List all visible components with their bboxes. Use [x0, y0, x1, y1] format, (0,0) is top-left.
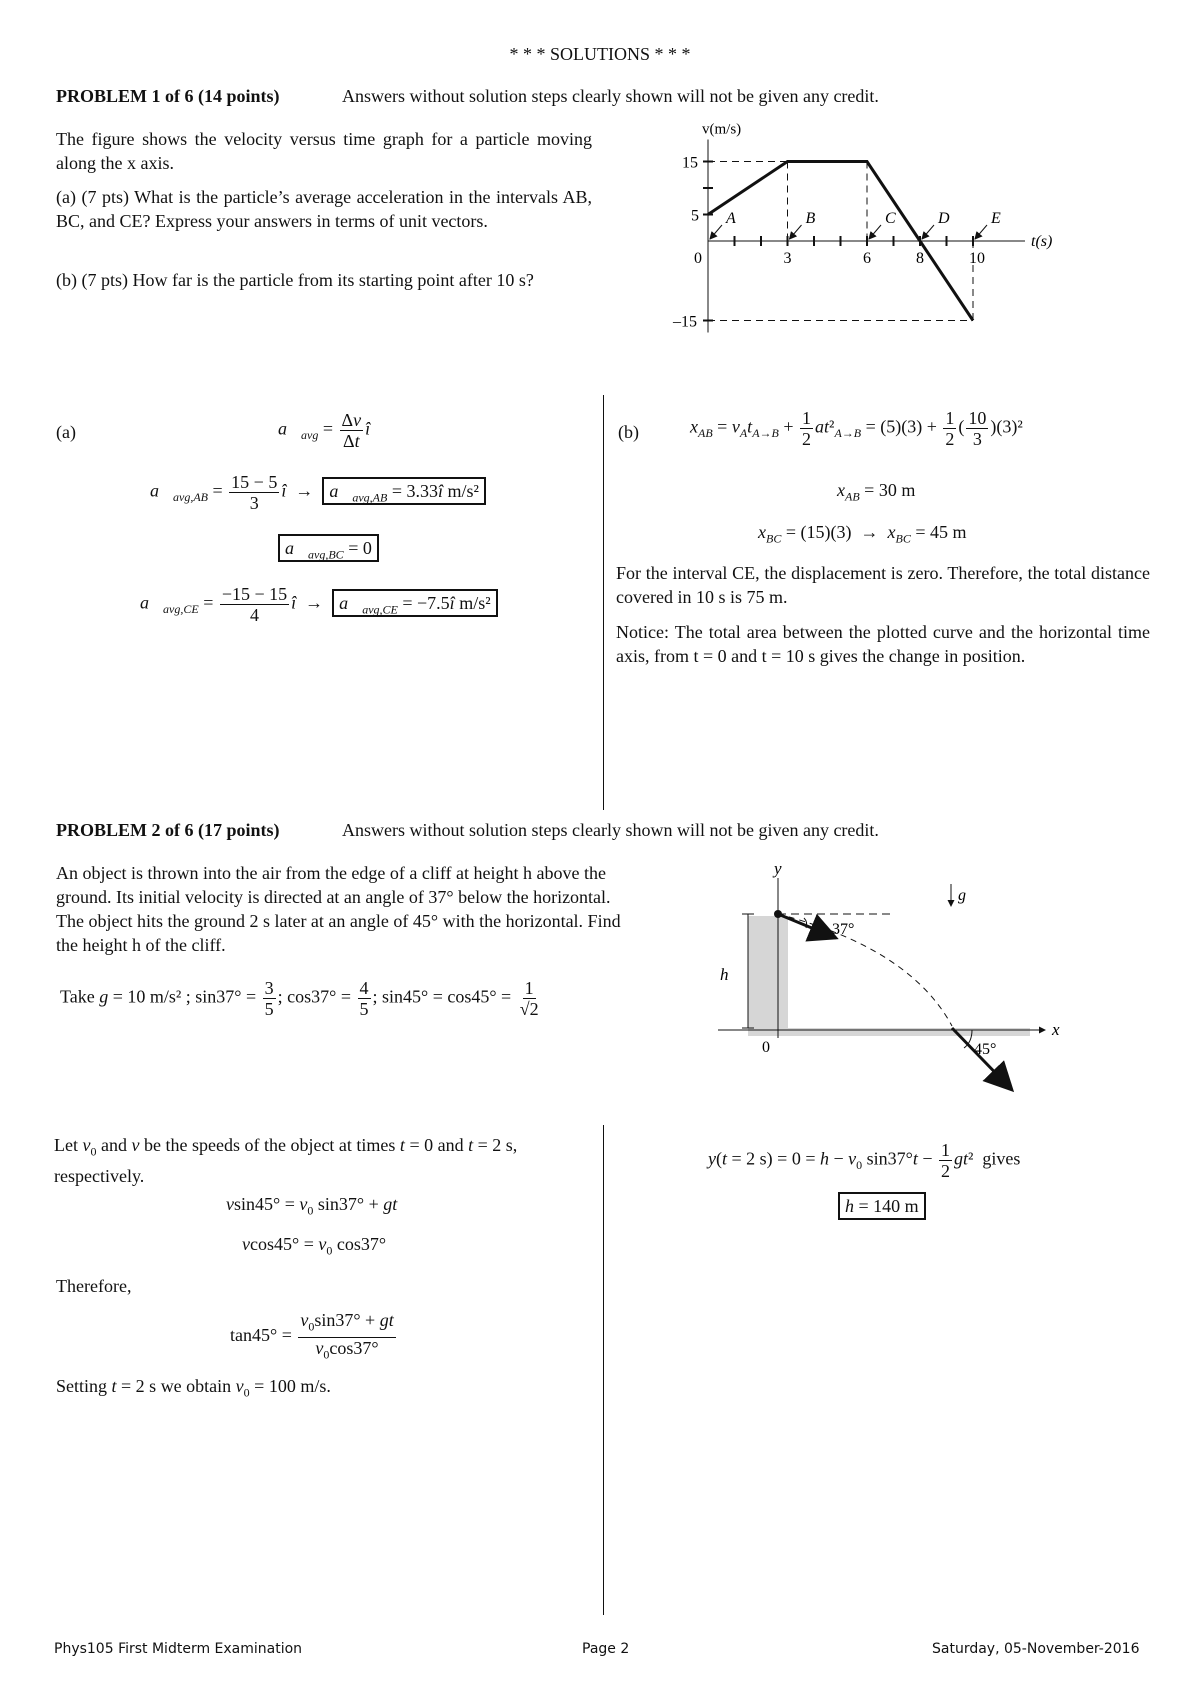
cliff-figure [710, 858, 1070, 1098]
origin-label: 0 [762, 1039, 770, 1056]
footer-left: Phys105 First Midterm Examination [54, 1641, 303, 1657]
problem1-part-a: (a) (7 pts) What is the particle’s average acceleration in the intervals AB, BC, and CE? Express your answers in terms of unit vectors. [56, 187, 592, 231]
sol-b-text2: Notice: The total area between the plotted curve and the horizontal time axis, from t = 0 and t = 10 s gives the change in position. [616, 622, 1150, 666]
y-tick-label: 15 [682, 154, 698, 172]
y-axis-label: y [774, 859, 782, 878]
answer-box-ab: $a⃗_{avg,AB}$ = 3.33î m/s² [322, 477, 486, 505]
answer-box-bc: $a⃗_{avg,BC} = 0$ [278, 534, 379, 562]
point-label-E: E [991, 210, 1001, 227]
problem2-statement: An object is thrown into the air from the edge of a cliff at height h above the ground. Its initial velocity is directed at an angle of 37° below the horizontal. The object hits the ground 2 s later at an angle of 45° with the horizontal. Find the height h of the cliff. [56, 863, 621, 955]
x-tick-label: 6 [863, 250, 871, 267]
sol-b-text1: For the interval CE, the displacement is zero. Therefore, the total distance covered in 10 s is 75 m. [616, 563, 1150, 607]
point-pointer-A [710, 225, 722, 239]
x-axis-label: x [1052, 1020, 1060, 1039]
sol2-eq1: $vsin45^\circ = v_0$ sin37° + gt [226, 1194, 398, 1218]
answer-box-h: h = 140 m [838, 1192, 926, 1220]
angle-37-label: 37° [832, 921, 855, 938]
sol-b-label: (b) [618, 422, 639, 442]
height-label: h [720, 965, 729, 984]
column-divider-2 [603, 1125, 604, 1615]
cliff-shape [748, 916, 788, 1028]
sol-b-eq1: $x_{AB} = v_At_{A\to B}$ + $\frac{1}{2}$ $at^2_{A\to B} = (5)(3)$ + $\frac{1}{2}$ ( $\frac{10}{3}$ )(3)² [690, 408, 1023, 449]
y-tick-label: –15 [673, 313, 697, 331]
footer-right: Saturday, 05-November-2016 [932, 1641, 1140, 1657]
x-tick-label: 8 [916, 250, 924, 267]
x-tick-label: 10 [969, 250, 985, 267]
sol-a-eq1: $a⃗_{avg}$ = $\frac{\Delta v}{\Delta t}$ î [278, 410, 371, 451]
sol-b-eq3: $x_{BC} = (15)(3) \to x_{BC} = 45$ m [758, 522, 967, 546]
point-label-A: A [726, 210, 736, 227]
problem1-part-b: (b) (7 pts) How far is the particle from its starting point after 10 s? [56, 270, 534, 290]
sol-a-eq4: $a⃗_{avg,CE}$ = $\frac{-15 - 15}{4}$ î → $a⃗_{avg,CE}$ = −7.5î m/s² [140, 584, 498, 625]
sol-a-label: (a) [56, 422, 76, 442]
trajectory-path [778, 914, 952, 1026]
x-tick-label: 3 [783, 250, 792, 267]
ground-shape [748, 1028, 1030, 1036]
point-pointer-E [975, 225, 987, 239]
sol-a-eq2: $a⃗_{avg,AB}$ = $\frac{15 - 5}{3}$ î → $a⃗_{avg,AB}$ = 3.33î m/s² [150, 472, 486, 513]
sol2-setting: Setting t = 2 s we obtain $v_0 = 100$ m/s. [56, 1376, 331, 1400]
footer-center: Page 2 [582, 1641, 630, 1657]
sol2-right-eq: y(t = 2 $s) = 0 = h - v_0$ sin37°t − $\frac{1}{2}$ gt² gives [708, 1140, 1021, 1181]
column-divider [603, 395, 604, 810]
point-label-C: C [885, 210, 896, 227]
sol-a-eq3 [278, 538, 379, 563]
final-velocity-arrow [952, 1028, 1012, 1090]
y-axis-title: v(m/s) [702, 121, 742, 138]
point-pointer-D [922, 225, 934, 239]
sol-b-eq2: $x_{AB} = 30$ m [837, 480, 916, 504]
point-pointer-C [869, 225, 881, 239]
problem2-given: Take g = 10 m/s² ; sin37° = $\frac{3}{5}$ ; cos37° = $\frac{4}{5}$ ; sin45° = cos45° = $\frac{1}{√2}$ [60, 978, 539, 1019]
problem1-heading: PROBLEM 1 of 6 (14 points) [56, 86, 280, 106]
point-label-B: B [805, 210, 816, 227]
y-tick-label: 5 [691, 207, 699, 225]
sol2-eq3: tan45° = $\frac{v_0\sin 37^\circ + gt}{v_0\cos 37^\circ}$ [230, 1310, 394, 1362]
problem1-notice: Answers without solution steps clearly shown will not be given any credit. [342, 86, 879, 106]
point-label-D: D [938, 210, 950, 227]
angle-45-label: 45° [974, 1041, 997, 1058]
sol2-therefore: Therefore, [56, 1276, 132, 1296]
sol2-answer [838, 1196, 926, 1217]
x-axis-title: t(s) [1031, 233, 1053, 250]
page-title: * * * SOLUTIONS * * * [509, 44, 691, 64]
sol2-eq2: $vcos45^\circ = v_0$ cos37° [242, 1234, 387, 1258]
gravity-label: g⃗ [958, 887, 979, 904]
x-tick-label: 0 [694, 250, 702, 267]
velocity-time-chart [640, 120, 1090, 370]
problem1-statement: The figure shows the velocity versus time graph for a particle moving along the x axis. [56, 129, 592, 173]
problem2-heading: PROBLEM 2 of 6 (17 points) [56, 820, 280, 840]
answer-box-ce: $a⃗_{avg,CE}$ = −7.5î m/s² [332, 589, 497, 617]
sol2-intro: Let $v_0$ and v be the speeds of the object at times t = 0 and t = 2 s, respectively. [54, 1135, 518, 1186]
point-pointer-B [790, 225, 802, 239]
problem2-notice: Answers without solution steps clearly shown will not be given any credit. [342, 820, 879, 840]
